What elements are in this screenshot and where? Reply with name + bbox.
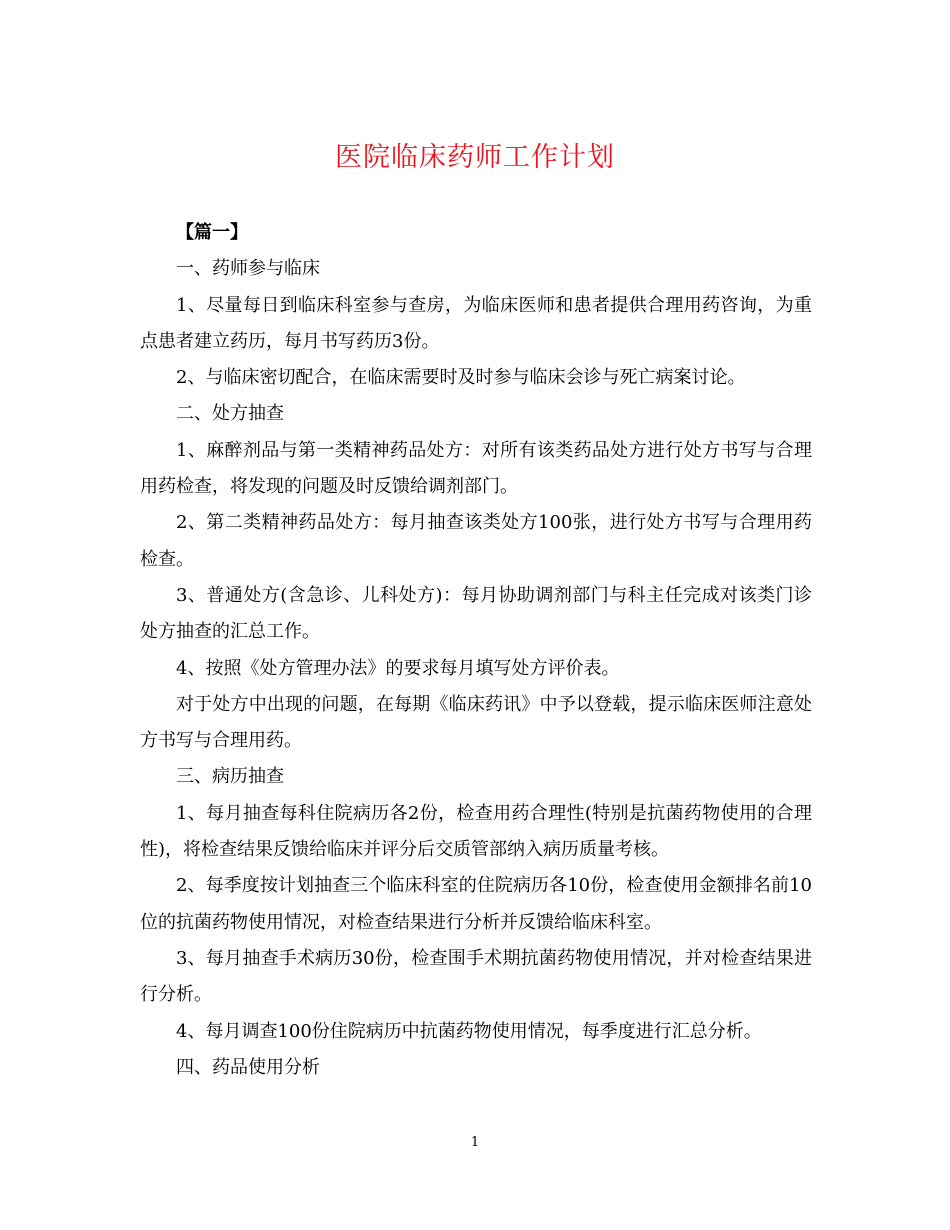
document-body	[140, 215, 812, 1086]
section-heading-part-one: 【篇一】	[176, 222, 248, 243]
paragraph: 对于处方中出现的问题，在每期《临床药讯》中予以登载，提示临床医师注意处方书写与合理用药。	[140, 693, 812, 752]
paragraph: 2、每季度按计划抽查三个临床科室的住院病历各10份，检查使用金额排名前10位的抗菌药物使用情况，对检查结果进行分析并反馈给临床科室。	[140, 875, 812, 933]
paragraph: 2、与临床密切配合，在临床需要时及时参与临床会诊与死亡病案讨论。	[176, 367, 746, 389]
paragraph: 1、尽量每日到临床科室参与查房，为临床医师和患者提供合理用药咨询，为重点患者建立药历，每月书写药历3份。	[140, 294, 812, 352]
heading-pharmacist-participation: 一、药师参与临床	[176, 258, 320, 280]
heading-medical-record-check: 三、病历抽查	[176, 766, 284, 788]
document-title: 医院临床药师工作计划	[335, 142, 615, 173]
paragraph: 1、每月抽查每科住院病历各2份，检查用药合理性(特别是抗菌药物使用的合理性)，将检查结果反馈给临床并评分后交质管部纳入病历质量考核。	[140, 802, 812, 861]
paragraph: 1、麻醉剂品与第一类精神药品处方：对所有该类药品处方进行处方书写与合理用药检查，将发现的问题及时反馈给调剂部门。	[140, 439, 812, 498]
paragraph: 3、普通处方(含急诊、儿科处方)：每月协助调剂部门与科主任完成对该类门诊处方抽查的汇总工作。	[140, 584, 812, 643]
paragraph: 4、每月调查100份住院病历中抗菌药物使用情况，每季度进行汇总分析。	[176, 1020, 762, 1042]
paragraph: 4、按照《处方管理办法》的要求每月填写处方评价表。	[176, 657, 620, 679]
heading-prescription-check: 二、处方抽查	[176, 403, 284, 425]
page-number: 1	[470, 1135, 480, 1150]
paragraph: 2、第二类精神药品处方：每月抽查该类处方100张，进行处方书写与合理用药检查。	[140, 512, 812, 570]
paragraph: 3、每月抽查手术病历30份，检查围手术期抗菌药物使用情况，并对检查结果进行分析。	[140, 947, 812, 1006]
heading-drug-usage-analysis: 四、药品使用分析	[176, 1056, 320, 1078]
